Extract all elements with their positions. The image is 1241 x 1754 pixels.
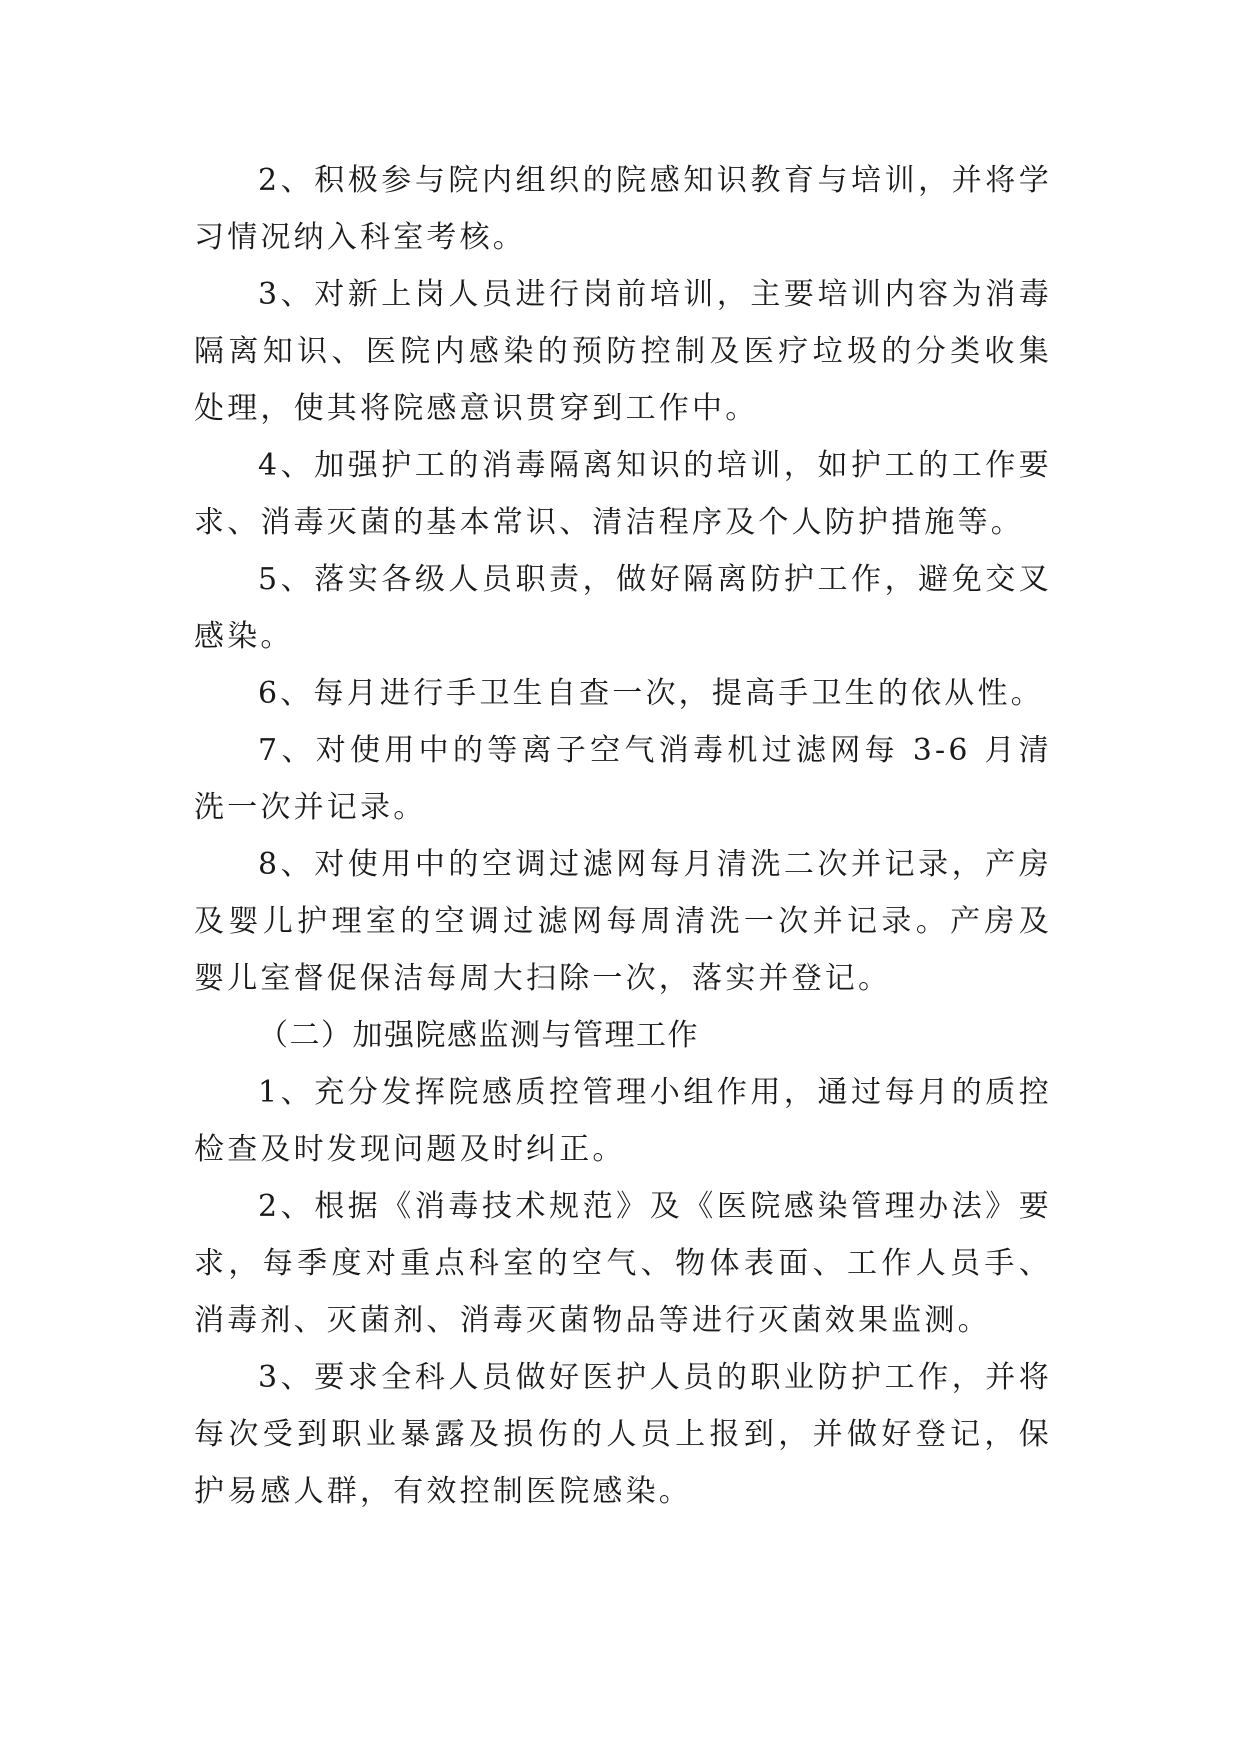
paragraph-item-4-caregivers: 4、加强护工的消毒隔离知识的培训，如护工的工作要求、消毒灭菌的基本常识、清洁程序及个人防护措施等。 (194, 448, 1052, 540)
section-heading: （二）加强院感监测与管理工作 (258, 1018, 699, 1053)
paragraph-item-1-quality-control: 1、充分发挥院感质控管理小组作用，通过每月的质控检查及时发现问题及时纠正。 (194, 1075, 1052, 1167)
paragraph-item-3-occupational-protection: 3、要求全科人员做好医护人员的职业防护工作，并将每次受到职业暴露及损伤的人员上报到，并做好登记，保护易感人群，有效控制医院感染。 (194, 1360, 1052, 1509)
document-page (194, 152, 1052, 1520)
paragraph-item-2-training: 2、积极参与院内组织的院感知识教育与培训，并将学习情况纳入科室考核。 (194, 163, 1052, 255)
paragraph-item-6-hand-hygiene: 6、每月进行手卫生自查一次，提高手卫生的依从性。 (258, 676, 1044, 711)
paragraph-item-7-plasma-filter: 7、对使用中的等离子空气消毒机过滤网每 3-6 月清洗一次并记录。 (194, 733, 1052, 825)
paragraph-item-5-duties: 5、落实各级人员职责，做好隔离防护工作，避免交叉感染。 (194, 562, 1052, 654)
paragraph-item-2-monitoring: 2、根据《消毒技术规范》及《医院感染管理办法》要求，每季度对重点科室的空气、物体表面、工作人员手、消毒剂、灭菌剂、消毒灭菌物品等进行灭菌效果监测。 (194, 1189, 1052, 1338)
paragraph-item-3-new-staff: 3、对新上岗人员进行岗前培训，主要培训内容为消毒隔离知识、医院内感染的预防控制及医疗垃圾的分类收集处理，使其将院感意识贯穿到工作中。 (194, 277, 1052, 426)
paragraph-item-8-ac-filter: 8、对使用中的空调过滤网每月清洗二次并记录，产房及婴儿护理室的空调过滤网每周清洗一次并记录。产房及婴儿室督促保洁每周大扫除一次，落实并登记。 (194, 847, 1052, 996)
